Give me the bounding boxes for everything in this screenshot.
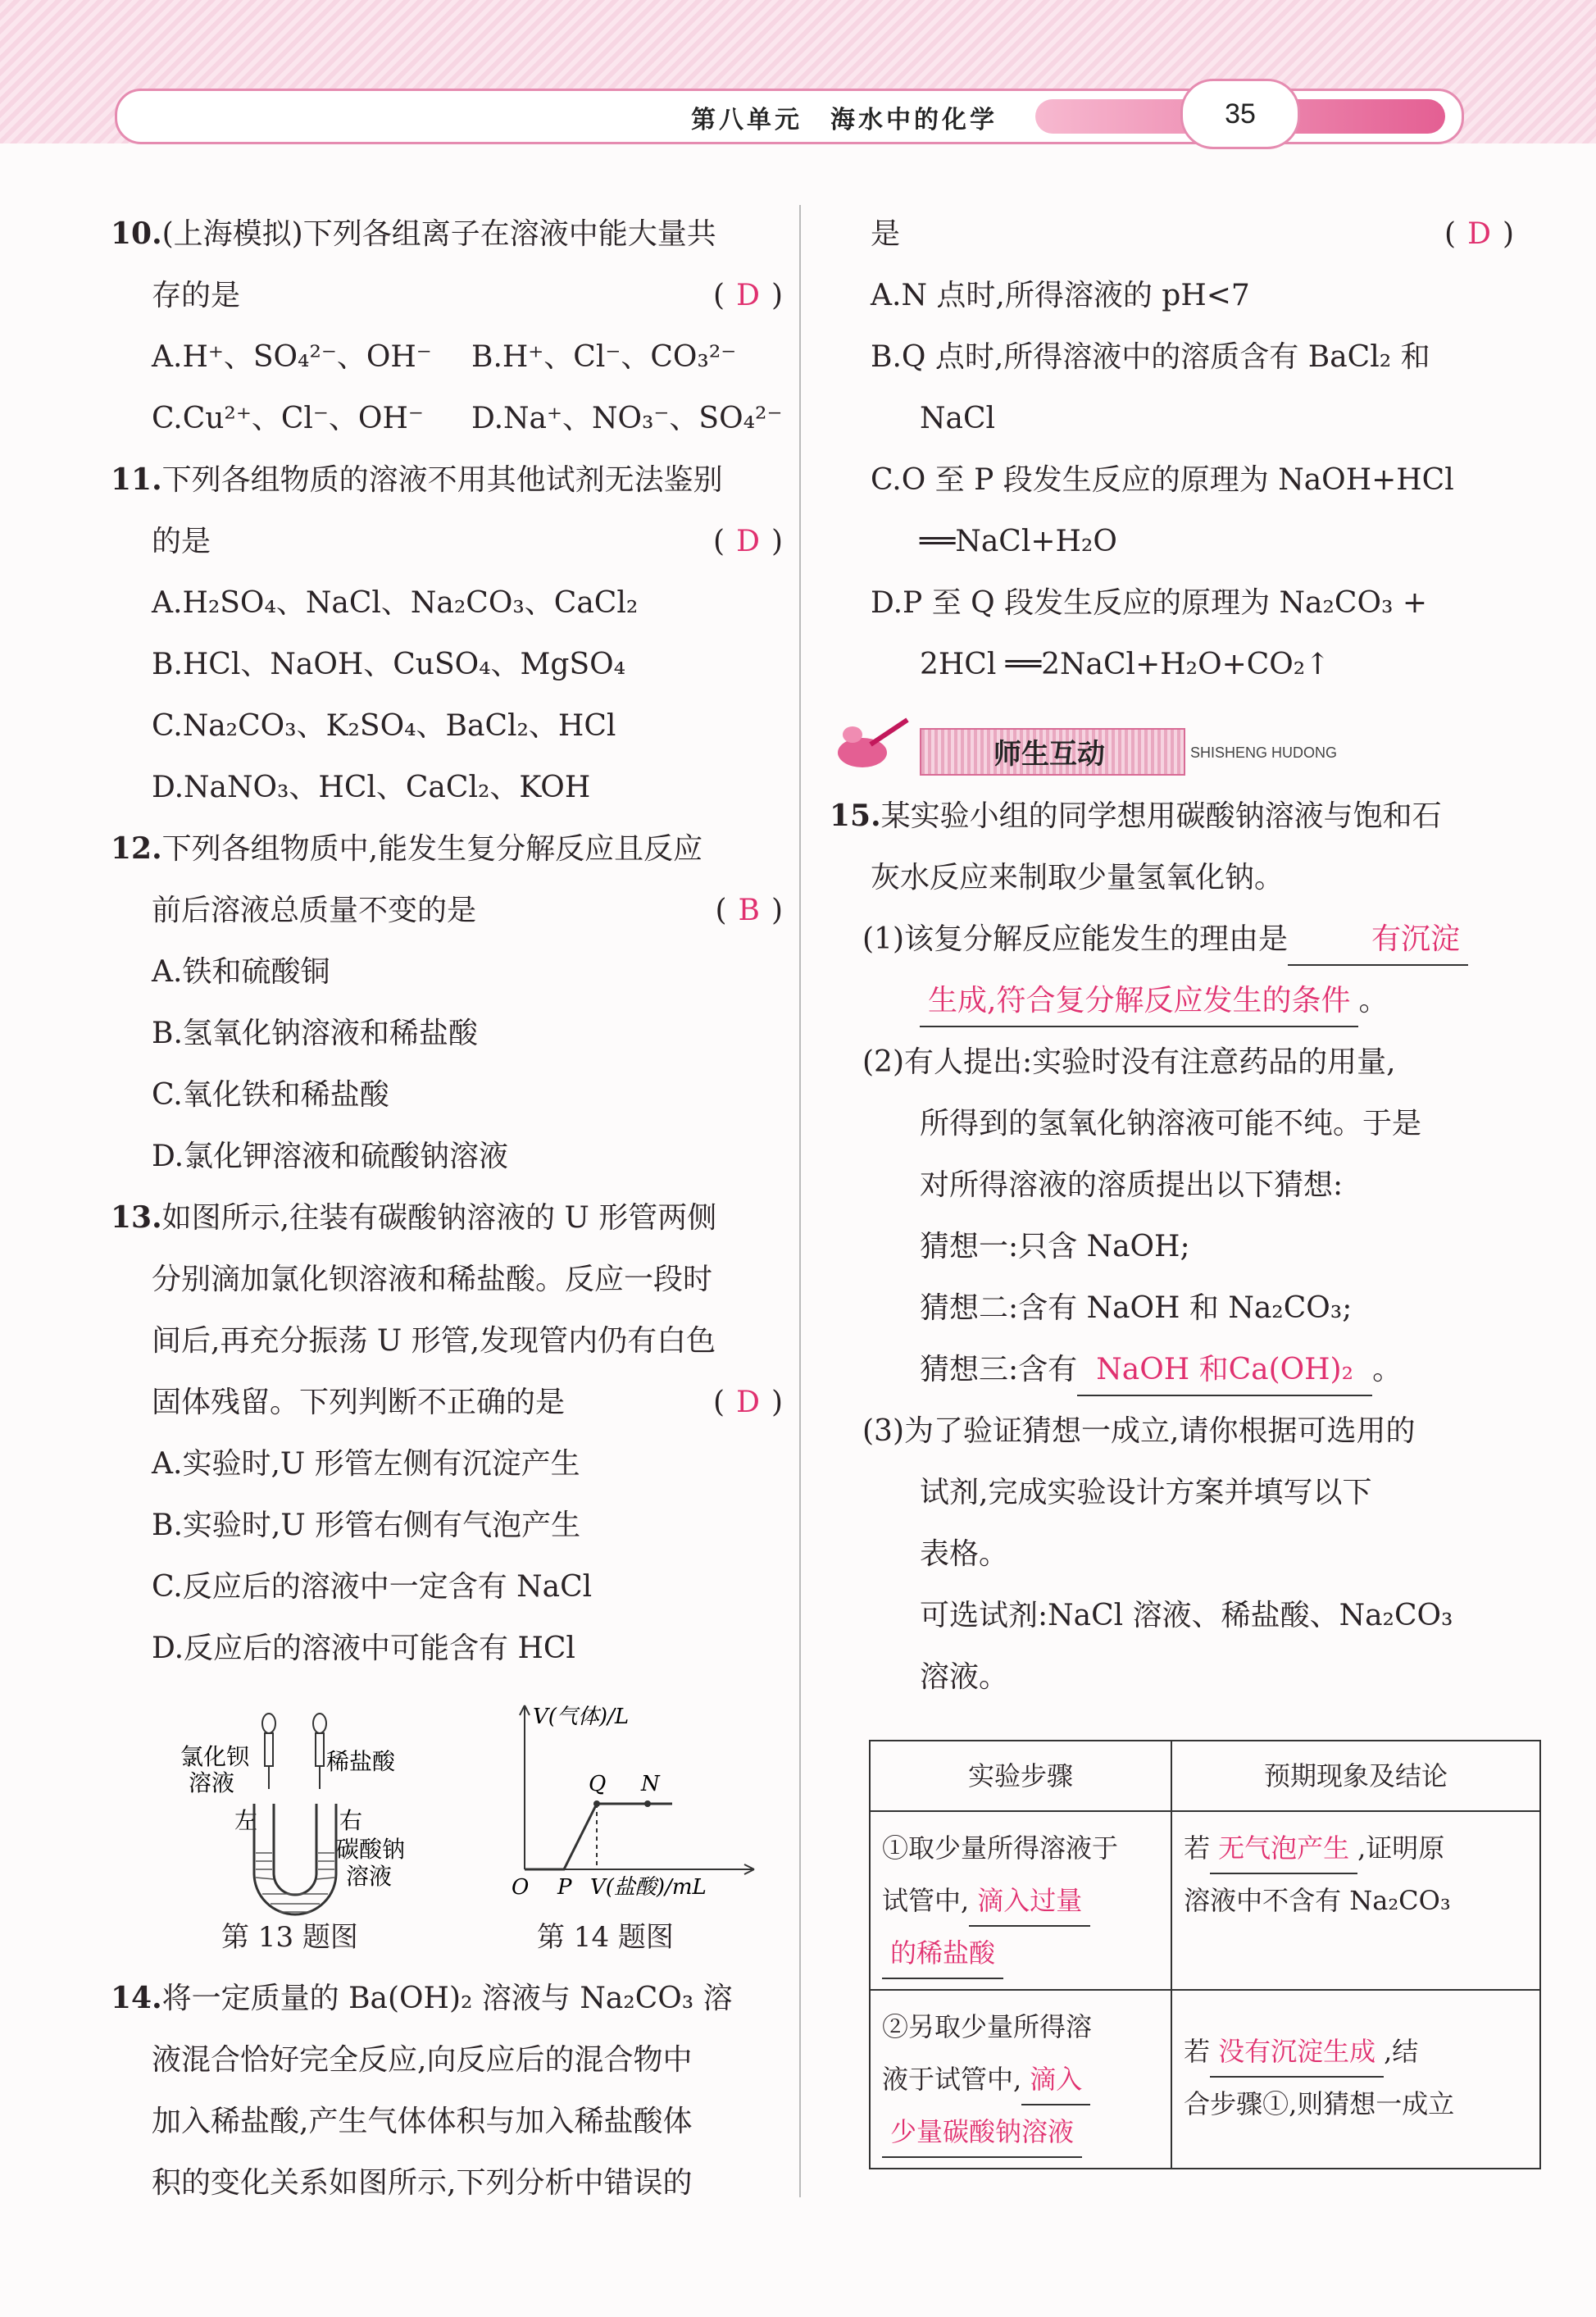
q13-stem: 如图所示,往装有碳酸钠溶液的 U 形管两侧	[161, 1201, 717, 1235]
fig13-label-na2co3-solution: 溶液	[346, 1863, 393, 1890]
q11-option-d: D.NaNO₃、HCl、CaCl₂、KOH	[152, 771, 591, 804]
table-row	[870, 1811, 1540, 1990]
step-1-answer-cont: 的稀盐酸	[882, 1928, 1003, 1979]
result-1-text: ,证明原	[1357, 1832, 1445, 1864]
fig13-u-tube-diagram	[164, 1697, 459, 1935]
q12-option-a: A.铁和硫酸铜	[152, 955, 330, 989]
fig13-label-na2co3: 碳酸钠	[336, 1836, 406, 1863]
q10-stem: (上海模拟)下列各组离子在溶液中能大量共	[161, 217, 716, 251]
section-header	[830, 695, 1514, 785]
table-row	[870, 1990, 1540, 2169]
q15-number: 15.	[830, 799, 881, 833]
q15-part2-text-2: 所得到的氢氧化钠溶液可能不纯。于是	[920, 1107, 1422, 1140]
q14-option-c-cont: ══NaCl+H₂O	[920, 525, 1117, 558]
q14-block	[111, 1968, 783, 2214]
table-header-steps: 实验步骤	[870, 1741, 1171, 1811]
q11-number: 11.	[111, 462, 162, 497]
result-2-answer: 没有沉淀生成	[1210, 2027, 1384, 2078]
section-title: 师生互动	[994, 738, 1105, 771]
fig13-caption: 第 13 题图	[221, 1921, 358, 1954]
fig13-label-bacl2-solution: 溶液	[189, 1769, 235, 1796]
fig13-label-left: 左	[234, 1807, 258, 1834]
u-tube-icon	[254, 1804, 336, 1914]
q15-reagents: 可选试剂:NaCl 溶液、稀盐酸、Na₂CO₃	[920, 1599, 1453, 1632]
result-1-cell	[1171, 1811, 1540, 1990]
q15-guess-3-answer: NaOH 和Ca(OH)₂	[1077, 1345, 1372, 1396]
q11-option-b: B.HCl、NaOH、CuSO₄、MgSO₄	[152, 648, 626, 681]
result-2-cell	[1171, 1990, 1540, 2169]
q14-stem: 将一定质量的 Ba(OH)₂ 溶液与 Na₂CO₃ 溶	[161, 1982, 733, 2015]
step-2-answer-cont: 少量碳酸钠溶液	[882, 2107, 1082, 2158]
q12-option-c: C.氧化铁和稀盐酸	[152, 1078, 389, 1112]
result-1-answer: 无气泡产生	[1210, 1823, 1357, 1874]
table-header-results: 预期现象及结论	[1171, 1741, 1540, 1811]
fig14-curve	[525, 1804, 672, 1869]
result-2-if: 若	[1184, 2036, 1211, 2067]
fig13-label-right: 右	[339, 1807, 363, 1834]
result-1-text-2: 溶液中不含有 Na₂CO₃	[1184, 1885, 1451, 1916]
q15-guess-3-end: 。	[1372, 1353, 1403, 1386]
step-1-text-2: 试管中,	[882, 1885, 970, 1916]
q12-option-d: D.氯化钾溶液和硫酸钠溶液	[152, 1140, 509, 1173]
q15-stem-2: 灰水反应来制取少量氢氧化钠。	[871, 861, 1285, 894]
fig14-label-q: Q	[589, 1772, 607, 1796]
q13-stem-3: 间后,再充分振荡 U 形管,发现管内仍有白色	[152, 1324, 716, 1358]
q14-answer: ( D )	[1444, 217, 1514, 251]
column-divider	[799, 205, 801, 2197]
q15-part1-answer: 有沉淀	[1288, 915, 1468, 966]
step-2-text-2: 液于试管中,	[882, 2064, 1022, 2095]
q13-stem-4: 固体残留。下列判断不正确的是	[152, 1386, 566, 1419]
q15-stem: 某实验小组的同学想用碳酸钠溶液与饱和石	[880, 799, 1442, 833]
q15-guess-2: 猜想二:含有 NaOH 和 Na₂CO₃;	[920, 1291, 1353, 1325]
q14-number: 14.	[111, 1981, 162, 2015]
q10-option-a: A.H⁺、SO₄²⁻、OH⁻	[152, 340, 432, 374]
q10-option-d: D.Na⁺、NO₃⁻、SO₄²⁻	[471, 402, 783, 435]
experiment-table	[869, 1740, 1541, 2169]
q14-option-b-cont: NaCl	[920, 402, 996, 435]
page-number: 35	[1180, 79, 1300, 149]
q15-part1-end: 。	[1358, 984, 1389, 1017]
fig14-x-label: V(盐酸)/mL	[590, 1875, 707, 1900]
section-subtitle: SHISHENG HUDONG	[1190, 744, 1338, 761]
q15-guess-3: 猜想三:含有	[920, 1353, 1078, 1386]
fig14-label-n: N	[641, 1772, 660, 1796]
q15-part1-answer-cont: 生成,符合复分解反应发生的条件	[920, 976, 1358, 1027]
q14-stem-4: 积的变化关系如图所示,下列分析中错误的	[152, 2166, 693, 2200]
q15-part3-text-3: 表格。	[920, 1537, 1009, 1571]
fig14-y-label: V(气体)/L	[533, 1705, 630, 1729]
q11-option-a: A.H₂SO₄、NaCl、Na₂CO₃、CaCl₂	[152, 586, 639, 620]
left-column	[111, 203, 783, 1679]
q15-reagents-2: 溶液。	[920, 1660, 1009, 1694]
fig13-label-hcl: 稀盐酸	[326, 1748, 396, 1775]
hand-pen-icon	[830, 712, 912, 777]
q14-option-d: D.P 至 Q 段发生反应的原理为 Na₂CO₃ +	[871, 586, 1428, 620]
q14-option-a: A.N 点时,所得溶液的 pH<7	[871, 279, 1250, 312]
q13-option-b: B.实验时,U 形管右侧有气泡产生	[152, 1509, 581, 1542]
fig14-point-n	[644, 1800, 651, 1807]
q13-option-c: C.反应后的溶液中一定含有 NaCl	[152, 1570, 593, 1604]
q10-stem-2: 存的是	[152, 279, 241, 312]
right-column	[830, 203, 1514, 1708]
q11-stem: 下列各组物质的溶液不用其他试剂无法鉴别	[161, 463, 723, 497]
q14-option-b: B.Q 点时,所得溶液中的溶质含有 BaCl₂ 和	[871, 340, 1430, 374]
q13-stem-2: 分别滴加氯化钡溶液和稀盐酸。反应一段时	[152, 1263, 713, 1296]
fig14-label-o: O	[512, 1875, 530, 1900]
q14-option-c: C.O 至 P 段发生反应的原理为 NaOH+HCl	[871, 463, 1454, 497]
step-1-text: ①取少量所得溶液于	[882, 1832, 1119, 1864]
dropper-right-icon	[313, 1714, 326, 1789]
q12-stem-2: 前后溶液总质量不变的是	[152, 894, 477, 927]
result-2-text-2: 合步骤①,则猜想一成立	[1184, 2088, 1455, 2119]
q11-answer: ( D )	[713, 525, 783, 558]
step-1-cell	[870, 1811, 1171, 1990]
unit-title: 第八单元 海水中的化学	[691, 106, 998, 134]
fig14-caption: 第 14 题图	[537, 1921, 674, 1954]
q14-stem-3: 加入稀盐酸,产生气体体积与加入稀盐酸体	[152, 2105, 693, 2138]
fig13-label-bacl2: 氯化钡	[180, 1743, 250, 1770]
q15-part2-text-3: 对所得溶液的溶质提出以下猜想:	[920, 1168, 1344, 1202]
q13-answer: ( D )	[713, 1386, 783, 1419]
dropper-left-icon	[262, 1714, 275, 1789]
fig14-graph	[500, 1697, 771, 1902]
q14-stem-2: 液混合恰好完全反应,向反应后的混合物中	[152, 2043, 693, 2077]
q12-answer: ( B )	[715, 894, 783, 927]
step-2-cell	[870, 1990, 1171, 2169]
fig14-label-p: P	[557, 1875, 572, 1900]
q10-option-b: B.H⁺、Cl⁻、CO₃²⁻	[471, 340, 737, 374]
q12-number: 12.	[111, 831, 162, 866]
q10-option-c: C.Cu²⁺、Cl⁻、OH⁻	[152, 402, 424, 435]
q12-option-b: B.氢氧化钠溶液和稀盐酸	[152, 1017, 478, 1050]
q13-number: 13.	[111, 1200, 162, 1235]
q11-stem-2: 的是	[152, 525, 211, 558]
q12-stem: 下列各组物质中,能发生复分解反应且反应	[161, 832, 703, 866]
q15-part3-text: (3)为了验证猜想一成立,请你根据可选用的	[862, 1414, 1416, 1448]
q13-option-a: A.实验时,U 形管左侧有沉淀产生	[152, 1447, 580, 1481]
q15-part3-text-2: 试剂,完成实验设计方案并填写以下	[920, 1476, 1372, 1509]
q13-option-d: D.反应后的溶液中可能含有 HCl	[152, 1632, 575, 1665]
fig14-point-q	[593, 1800, 600, 1807]
q15-guess-1: 猜想一:只含 NaOH;	[920, 1230, 1190, 1263]
step-1-answer: 滴入过量	[969, 1876, 1090, 1927]
step-2-text: ②另取少量所得溶	[882, 2011, 1093, 2042]
q10-answer: ( D )	[713, 279, 783, 312]
result-1-if: 若	[1184, 1832, 1211, 1864]
q10-number: 10.	[111, 216, 162, 251]
q15-part1-text: (1)该复分解反应能发生的理由是	[862, 922, 1288, 956]
step-2-answer: 滴入	[1021, 2055, 1090, 2105]
q14-stem-5: 是	[871, 217, 901, 251]
q11-option-c: C.Na₂CO₃、K₂SO₄、BaCl₂、HCl	[152, 709, 616, 743]
q15-part2-text: (2)有人提出:实验时没有注意药品的用量,	[862, 1045, 1396, 1079]
result-2-text: ,结	[1384, 2036, 1419, 2067]
q14-option-d-cont: 2HCl ══2NaCl+H₂O+CO₂↑	[920, 648, 1330, 681]
